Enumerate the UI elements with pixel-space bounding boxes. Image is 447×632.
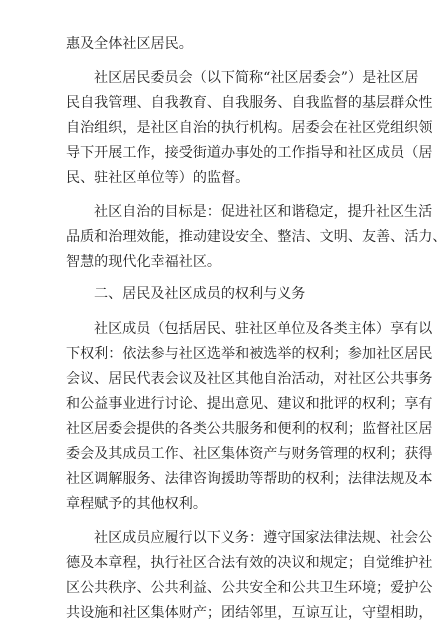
text-line: 共设施和社区集体财产；团结邻里，互谅互让，守望相助， — [66, 605, 433, 621]
text-line: 德及本章程，执行社区合法有效的决议和规定；自觉维护社 — [66, 555, 433, 571]
text-line: 社区自治的目标是：促进社区和谐稳定，提升社区生活 — [94, 204, 433, 220]
text-line: 社区居民委员会（以下简称“社区居委会”）是社区居 — [94, 70, 419, 86]
text-line: 民自我管理、自我教育、自我服务、自我监督的基层群众性 — [66, 95, 433, 111]
text-line: 智慧的现代化幸福社区。 — [66, 254, 222, 270]
text-line: 民、驻社区单位等）的监督。 — [66, 170, 250, 186]
text-line: 社区调解服务、法律咨询援助等帮助的权利；法律法规及本 — [66, 471, 433, 487]
text-line: 品质和治理效能，推动建设安全、整洁、文明、友善、活力、 — [66, 229, 447, 245]
text-line: 导下开展工作，接受街道办事处的工作指导和社区成员（居 — [66, 145, 433, 161]
text-line: 区公共秩序、公共利益、公共安全和公共卫生环境；爱护公 — [66, 580, 433, 596]
section-heading: 二、居民及社区成员的权利与义务 — [94, 286, 306, 302]
text-line: 章程赋予的其他权利。 — [66, 496, 207, 512]
text-line: 社区居委会提供的各类公共服务和便利的权利；监督社区居 — [66, 421, 433, 437]
text-line: 会议、居民代表会议及社区其他自治活动，对社区公共事务 — [66, 371, 433, 387]
text-line: 社区成员应履行以下义务：遵守国家法律法规、社会公 — [94, 530, 433, 546]
text-line: 委会及其成员工作、社区集体资产与财务管理的权利；获得 — [66, 446, 433, 462]
text-line: 下权利：依法参与社区选举和被选举的权利；参加社区居民 — [66, 346, 433, 362]
text-line: 惠及全体社区居民。 — [66, 36, 193, 52]
text-line: 和公益事业进行讨论、提出意见、建议和批评的权利；享有 — [66, 396, 433, 412]
text-line: 社区成员（包括居民、驻社区单位及各类主体）享有以 — [94, 321, 433, 337]
text-line: 自治组织，是社区自治的执行机构。居委会在社区党组织领 — [66, 120, 433, 136]
